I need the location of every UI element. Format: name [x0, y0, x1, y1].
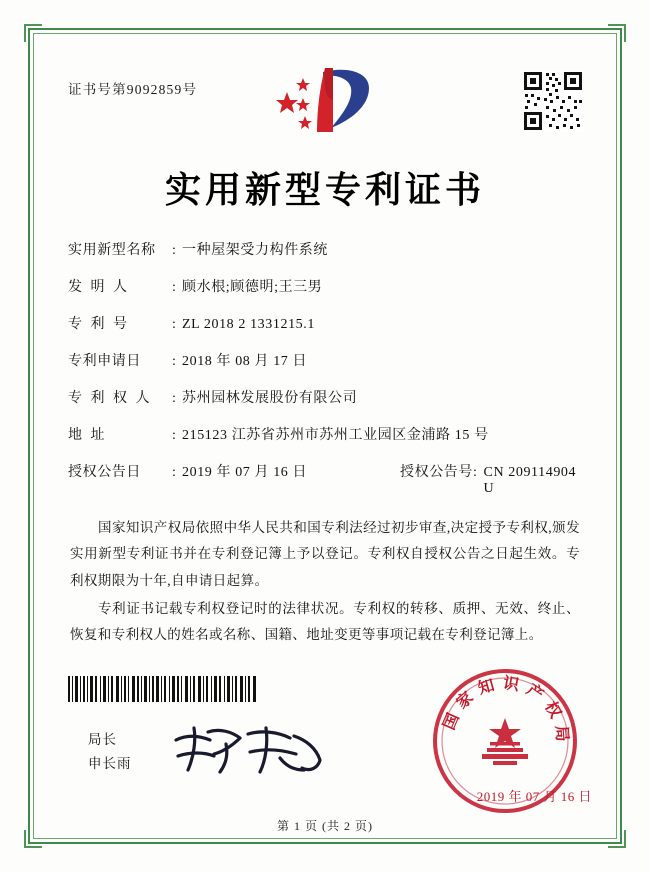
barcode: [68, 676, 258, 702]
field-value: 2018 年 08 月 17 日: [182, 354, 308, 369]
page-title: 实用新型专利证书: [164, 170, 485, 211]
certificate-number: 证书号第9092859号: [68, 82, 198, 97]
field-application-date: [68, 350, 582, 370]
field-label-secondary: 授权公告号:: [400, 465, 478, 480]
field-label: 专 利 号: [68, 317, 130, 332]
field-label: 专 利 权 人: [68, 391, 152, 406]
field-value: 215123 江苏省苏州市苏州工业园区金浦路 15 号: [182, 428, 489, 443]
seal-date: 2019 年 07 月 16 日: [476, 789, 592, 804]
field-patentee: [68, 387, 582, 407]
field-label: 授权公告日: [68, 465, 141, 480]
field-list: [68, 239, 582, 497]
legal-text: [70, 515, 580, 649]
corner-ornament-top-left: [24, 24, 42, 42]
certificate-content: [60, 56, 590, 651]
signature-role-label: 局长: [88, 732, 117, 747]
field-inventors: [68, 276, 582, 296]
legal-paragraph-2: 专利证书记载专利权登记时的法律状况。专利权的转移、质押、无效、终止、恢复和专利权人的姓名或名称、国籍、地址变更等事项记载在专利登记簿上。: [70, 600, 580, 643]
handwritten-signature-icon: [170, 722, 330, 778]
field-label: 专利申请日: [68, 354, 141, 369]
field-colon: :: [172, 317, 177, 332]
field-value: 2019 年 07 月 16 日: [182, 465, 308, 480]
svg-text:国家知识产权局: 国家知识产权局: [438, 673, 573, 750]
field-grant-announcement: [68, 461, 582, 497]
field-colon: :: [172, 465, 177, 480]
field-value: 一种屋架受力构件系统: [182, 243, 328, 258]
certificate-header: [60, 56, 590, 156]
signature-block: [88, 728, 132, 775]
field-value-secondary: CN 209114904 U: [483, 465, 577, 496]
field-value: 顾水根;顾德明;王三男: [182, 280, 323, 295]
field-colon: :: [172, 354, 177, 369]
field-patent-number: [68, 313, 582, 333]
field-colon: :: [172, 428, 177, 443]
field-invention-name: [68, 239, 582, 259]
legal-paragraph-1: 国家知识产权局依照中华人民共和国专利法经过初步审查,决定授予专利权,颁发实用新型专利证书并在专利登记簿上予以登记。专利权自授权公告之日起生效。专利权期限为十年,自申请日起算。: [70, 520, 580, 588]
field-colon: :: [172, 280, 177, 295]
field-colon: :: [172, 391, 177, 406]
field-value: 苏州园林发展股份有限公司: [182, 391, 358, 406]
signature-name: 申长雨: [88, 755, 132, 771]
field-label: 发 明 人: [68, 280, 130, 295]
field-colon: :: [172, 243, 177, 258]
qr-code-icon: [522, 70, 584, 132]
page-footer: 第 1 页 (共 2 页): [277, 819, 373, 833]
cnipa-logo-icon: [265, 62, 385, 144]
corner-ornament-top-right: [608, 24, 626, 42]
field-label: 地 址: [68, 428, 107, 443]
field-address: [68, 424, 582, 444]
field-label: 实用新型名称: [68, 243, 156, 258]
field-value: ZL 2018 2 1331215.1: [182, 317, 315, 332]
